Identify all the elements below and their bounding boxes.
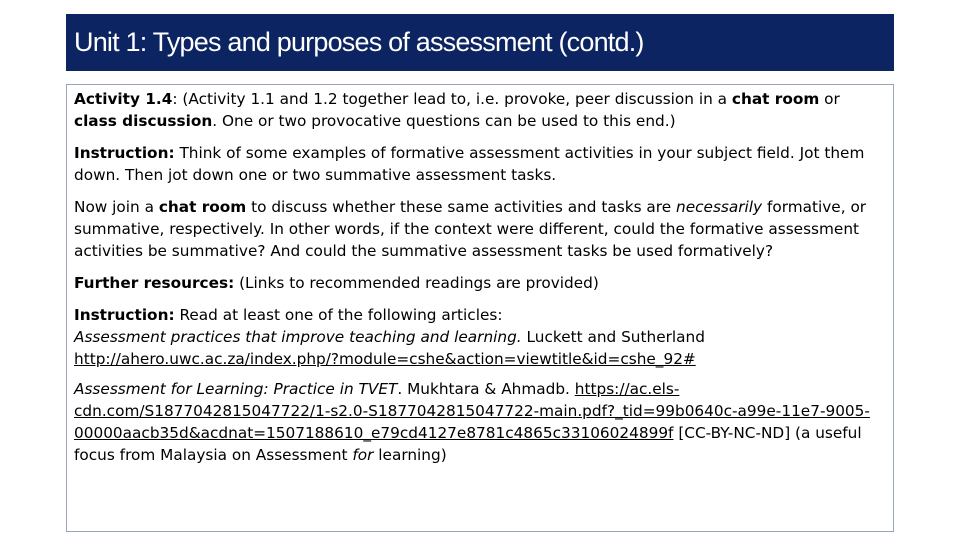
reading2-link[interactable]: https://ac.els-cdn.com/S1877042815047722/1-s2.0-S1877042815047722-main.pdf?_tid=99b0640c-a99e-11e7-9005-00000aacb35d&acdnat=1507188610_e79cd4127e8781c4865c33106024899f: [74, 380, 870, 442]
activity-text-end: . One or two provocative questions can be used to this end.): [212, 112, 676, 130]
reading2-authors: . Mukhtara & Ahmadb.: [397, 380, 575, 398]
instruction-paragraph: [74, 142, 887, 186]
instruction-text: Think of some examples of formative assessment activities in your subject field. Jot them down. Then jot down one or two summative assessment tasks.: [74, 144, 865, 184]
reading2-title: Assessment for Learning: Practice in TVET: [74, 380, 398, 398]
further-resources-text: (Links to recommended readings are provided): [234, 274, 599, 292]
instruction-label: Instruction:: [74, 144, 175, 162]
activity-text: : (Activity 1.1 and 1.2 together lead to, i.e. provoke, peer discussion in a: [172, 90, 732, 108]
further-resources-label: Further resources:: [74, 274, 235, 292]
slide-title-bar: [66, 14, 894, 71]
slide-title: Unit 1: Types and purposes of assessment (contd.): [74, 27, 644, 57]
chat-room-bold: chat room: [731, 90, 820, 108]
instruction2-label: Instruction:: [74, 306, 175, 324]
activity-label: Activity 1.4: [74, 90, 173, 108]
reading1-title: Assessment practices that improve teaching and learning.: [74, 328, 522, 346]
further-resources-paragraph: [74, 272, 887, 294]
content-box: [66, 84, 894, 532]
join-text-mid: to discuss whether these same activities and tasks are: [246, 198, 677, 216]
class-discussion-bold: class discussion: [74, 112, 213, 130]
reading1-paragraph: [74, 326, 887, 370]
join-text: Now join a: [74, 198, 159, 216]
join-paragraph: [74, 196, 887, 262]
necessarily-italic: necessarily: [676, 198, 763, 216]
reading1-link[interactable]: http://ahero.uwc.ac.za/index.php/?module=cshe&action=viewtitle&id=cshe_92#: [74, 350, 696, 368]
instruction2-text: Read at least one of the following articles:: [174, 306, 503, 324]
instruction2-paragraph: [74, 304, 887, 326]
for-italic: for: [352, 446, 374, 464]
reading2-paragraph: [74, 378, 887, 466]
join-text-end: formative, or summative, respectively. In other words, if the context were different, could the formative assessment activities be summative? And could the summative assessment tasks be used formatively?: [74, 198, 867, 260]
activity-text-or: or: [819, 90, 840, 108]
reading2-license: [CC-BY-NC-ND] (a useful focus from Malaysia on Assessment: [74, 424, 862, 464]
reading2-tail: learning): [373, 446, 447, 464]
reading1-authors: Luckett and Sutherland: [521, 328, 705, 346]
activity-paragraph: [74, 88, 887, 132]
join-chat-room-bold: chat room: [158, 198, 247, 216]
